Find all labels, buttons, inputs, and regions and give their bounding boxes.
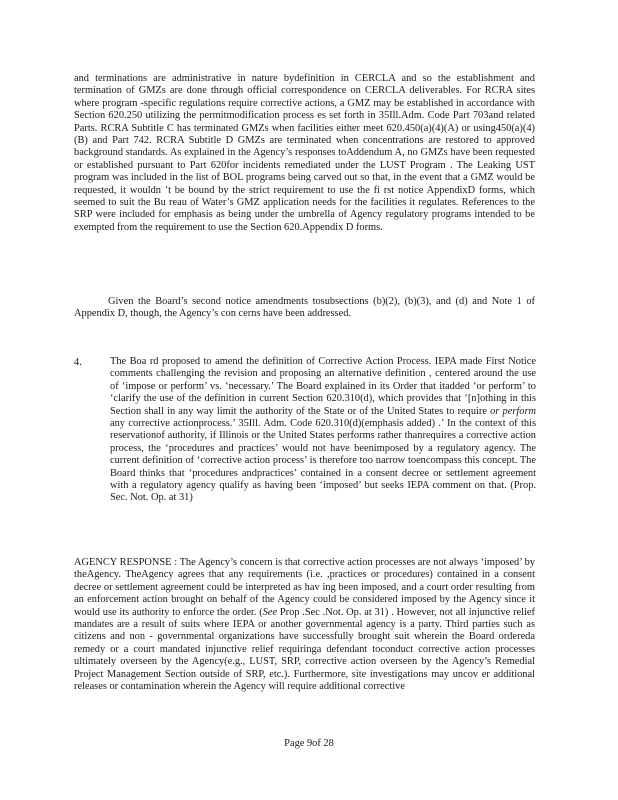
agency-response-heading: AGENCY RESPONSE [74, 557, 172, 568]
item-number: 4. [74, 357, 82, 368]
item-4-paragraph [110, 356, 536, 505]
agency-response-text-a: : The Agency’s concern is that corrective action processes are not always ‘imposed’ by theAgency. TheAgency agrees that any requirements (i.e. ,practices or procedures) contained in a consent decree or settlement agreement could be interpreted as hav ing been imposed, and a court order resulting from an enforcement action brought on behalf of the Agency could be considered imposed by the Agency since it would use its authority to enforce the order. ( [74, 557, 535, 618]
item-4-text-b: any corrective actionprocess.’ 35Ill. Adm. Code 620.310(d)(emphasis added) .’ In the context of this reservationof authority, if Illinois or the United States performs rather thanrequires a corrective action process, the ‘procedures and practices’ would not have beenimposed by a regulatory agency. The current definition of ‘corrective action process’ is therefore too narrow toencompass this concept. The Board thinks that ‘procedures andpractices’ contained in a consent decree or settlement agreement with a regulatory agency qualify as having been ‘imposed’ but seeks IEPA comment on that. (Prop. Sec. Not. Op. at 31) [110, 418, 536, 504]
agency-response-text [74, 557, 535, 693]
paragraph-second-notice [74, 296, 535, 321]
agency-response-see-citation: See [262, 606, 278, 618]
item-4-text [110, 356, 536, 505]
item-4-text-a: The Boa rd proposed to amend the definition of Corrective Action Process. IEPA made First Notice comments challenging the revision and proposing an alternative definition , centered around the use of ‘impose or perform’ vs. ‘necessary.’ The Board explained in its Order that itadded ‘or perform’ to ‘clarify the use of the definition in current Section 620.310(d), which provides that ‘[n]othing in this Section shall in any way limit the authority of the State or of the United States to require [110, 356, 536, 417]
agency-response-text-b: Prop .Sec .Not. Op. at 31) . However, not all injunctive relief mandates are a result of suits where IEPA or another governmental agency is a party. Third parties such as citizens and non - governmental organizations have successfully brought suit wherein the Board ordereda remedy or a court mandated injunctive relief requiringa defendant toconduct corrective action processes ultimately overseen by the Agency(e.g., LUST, SRP, corrective action overseen by the Agency’s Remedial Project Management Section outside of SRP, etc.). Furthermore, site investigations may uncov er additional releases or contamination wherein the Agency will require additional corrective [74, 606, 535, 693]
item-4-italic-emphasis: or perform [490, 405, 536, 417]
page-number-footer: Page 9of 28 [284, 738, 334, 749]
paragraph-gmz-termination [74, 73, 535, 234]
agency-response-paragraph [74, 557, 535, 693]
paragraph-text: and terminations are administrative in nature bydefinition in CERCLA and so the establishment and termination of GMZs are done through official correspondence on CERCLA deliverables. For RCRA sites where program -specific regulations require corrective actions, a GMZ may be established in accordance with Section 620.250 utilizing the permitmodification process es set forth in 35Ill.Adm. Code Part 703and related Parts. RCRA Subtitle C has terminated GMZs when facilities either meet 620.450(a)(4)(A) or using450(a)(4)(B) and Part 742. RCRA Subtitle D GMZs are terminated when concentrations are restored to approved background standards. As explained in the Agency’s responses toAddendum A, no GMZs have been requested or established pursuant to Part 620for incidents remediated under the LUST Program . The Leaking UST program was included in the list of BOL programs being carved out so that, in the event that a GMZ would be requested, it wouldn ’t be bound by the strict requirement to use the fi rst notice AppendixD forms, which seemed to suit the Bu reau of Water’s GMZ application needs for the facilities it regulates. References to the SRP were included for emphasis as being under the umbrella of Agency regulatory programs intended to be exempted from the requirement to use the Section 620.Appendix D forms. [74, 73, 535, 233]
paragraph-text: Given the Board’s second notice amendments tosubsections (b)(2), (b)(3), and (d) and Note 1 of Appendix D, though, the Agency’s con cerns have been addressed. [74, 296, 535, 320]
